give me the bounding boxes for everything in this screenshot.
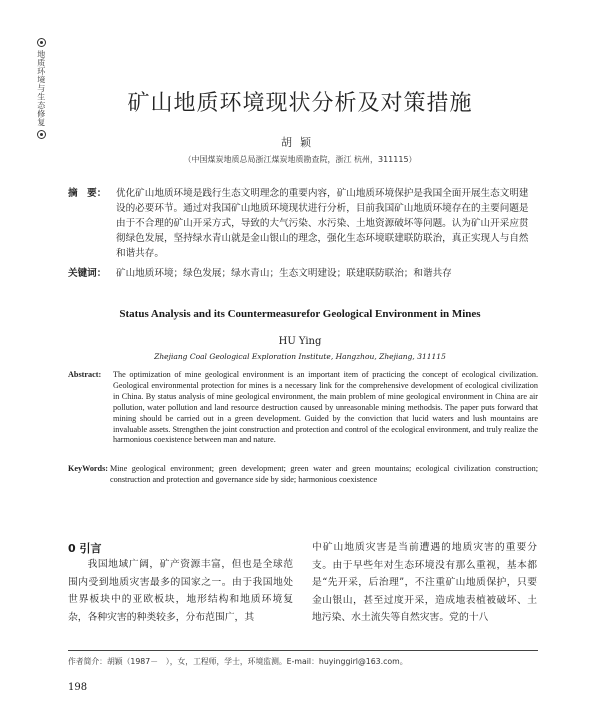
section-heading-introduction: 0 引言 xyxy=(68,542,102,555)
affiliation-english: Zhejiang Coal Geological Exploration Institute, Hangzhou, Zhejiang, 311115 xyxy=(154,352,446,361)
keywords-text-english: Mine geological environment; green development; green water and green mountains; ecological civilization construction; construction and protection and governance side by side; harmonious coexistence xyxy=(110,464,538,484)
abstract-text-english: The optimization of mine geological environment is an important item of practicing the concept of ecological civilization. Geological environmental protection for mines is a necessary link for the comprehensive development of ecological civilization in China. By status analysis of mine geological environment, the main problem of mine geological environment in China are air pollution, water pollution and land resource destruction caused by unreasonable mining methodsis. The paper puts forward that mining should be carried out in a green development. Guided by the conviction that lucid waters and lush mountains are invaluable assets. Strengthen the joint construction and protection and control of the ecological environment, and truly realize the harmonious coexistence between man and nature. xyxy=(113,370,538,445)
column-header-text: 地质环境与生态修复 xyxy=(36,50,46,127)
abstract-label-english: Abstract: xyxy=(68,370,102,379)
abstract-text-chinese: 优化矿山地质环境是践行生态文明理念的重要内容，矿山地质环境保护是我国全面开展生态文明建设的必要环节。通过对我国矿山地质环境现状进行分析，目前我国矿山地质环境存在的主要问题是由于不合理的矿山开采方式，导致的大气污染、水污染、土地资源破坏等问题。认为矿山开采应贯彻绿色发展，坚持绿水青山就是金山银山的理念，强化生态环境联建联防联治，真正实现人与自然和谐共存。 xyxy=(116,188,529,259)
footnote-divider xyxy=(68,650,538,651)
title-english: Status Analysis and its Countermeasurefor Geological Environment in Mines xyxy=(119,308,481,320)
title-chinese: 矿山地质环境现状分析及对策措施 xyxy=(127,91,473,116)
author-footnote: 作者简介：胡颖（1987－ ），女，工程师，学士，环境监测。E-mail：huyinggirl@163.com。 xyxy=(68,657,408,666)
author-english: HU Ying xyxy=(278,336,322,347)
keywords-label-chinese: 关键词： xyxy=(68,268,107,279)
page-number: 198 xyxy=(68,682,88,693)
bullet-circle-icon xyxy=(37,38,46,47)
keywords-text-chinese: 矿山地质环境；绿色发展；绿水青山；生态文明建设；联建联防联治；和谐共存 xyxy=(116,268,452,279)
abstract-label-chinese: 摘 要： xyxy=(68,188,107,199)
keywords-label-english: KeyWords: xyxy=(68,464,109,473)
affiliation-chinese: （中国煤炭地质总局浙江煤炭地质勘查院，浙江 杭州，311115） xyxy=(183,155,417,164)
body-text-left-column: 我国地域广阔，矿产资源丰富，但也是全球范围内受到地质灾害最多的国家之一。由于我国地处世界板块中的亚欧板块，地形结构和地质环境复杂，各种灾害的种类较多，分布范围广，其 xyxy=(68,559,293,623)
body-text-right-column: 中矿山地质灾害是当前遭遇的地质灾害的重要分支。由于早些年对生态环境没有那么重视，基本都是“先开采，后治理”，不注重矿山地质保护，只要金山银山，甚至过度开采，造成地表植被破坏、土地污染、水土流失等自然灾害。党的十八 xyxy=(312,542,537,623)
author-chinese: 胡颖 xyxy=(281,136,319,149)
